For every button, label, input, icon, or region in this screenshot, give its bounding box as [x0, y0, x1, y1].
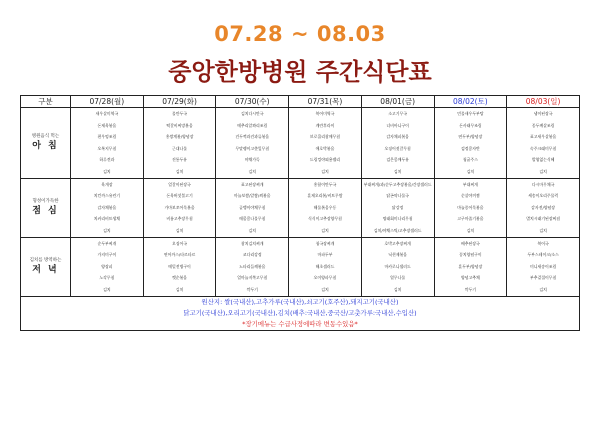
menu-item: 닭강정	[392, 204, 404, 210]
menu-item: 김치	[539, 227, 547, 233]
menu-item: 명태회미나리무침	[382, 216, 413, 222]
meal-subtitle: 병원음식 먹는	[31, 133, 60, 139]
menu-cell-mon	[71, 178, 144, 237]
menu-item: 메밀전병구이	[168, 263, 191, 269]
day-header-fri: 08/01(금)	[361, 96, 434, 108]
footer-cell	[21, 296, 580, 330]
menu-item: 홍합이만두국	[313, 181, 337, 187]
meal-subtitle: 형성이가득한	[32, 198, 59, 204]
weekly-menu-table	[20, 95, 580, 331]
meal-name: 저 녁	[32, 264, 59, 275]
menu-item: 비름고추장무침	[166, 216, 193, 222]
day-header-sat: 08/02(토)	[434, 96, 507, 108]
day-header-mon: 07/28(월)	[71, 96, 144, 108]
day-header-tue: 07/29(화)	[143, 96, 216, 108]
menu-cell-sun	[507, 108, 580, 179]
menu-item: 연어까스/타르타르	[163, 252, 196, 258]
header-row	[21, 96, 580, 108]
menu-item: 열무나물	[390, 275, 406, 281]
menu-item: 마카로니샐러드	[384, 263, 411, 269]
meal-subtitle: 김치를 방역하는	[29, 257, 62, 263]
menu-item: 닭곤약나물국	[386, 193, 409, 199]
menu-cell-mon	[71, 108, 144, 179]
menu-item: 김치/야채스틱/고추장샐러드	[373, 227, 422, 233]
menu-cell-wed	[216, 237, 289, 296]
meal-label	[21, 108, 71, 179]
menu-item: 김치	[103, 227, 111, 233]
menu-item: 부추겉절이무침	[529, 275, 557, 281]
menu-item: 돈육버섯불고기	[166, 193, 193, 199]
menu-item: 미니새송이조림	[529, 263, 557, 269]
meal-name: 점 심	[32, 205, 59, 216]
menu-cell-sat	[434, 108, 507, 179]
meal-label	[21, 178, 71, 237]
menu-item: 브로콜리참깨무침	[309, 134, 340, 140]
menu-item: 김치	[321, 168, 329, 174]
menu-item: 김치	[393, 168, 402, 174]
menu-cell-sat	[434, 178, 507, 237]
menu-item: 마파두부	[317, 252, 333, 258]
menu-item: 두부스테이크/소스	[527, 252, 559, 258]
menu-cell-fri	[361, 178, 434, 237]
footer-row	[21, 296, 580, 330]
menu-item: 발엽없는식혜	[531, 157, 555, 163]
meal-label	[21, 237, 71, 296]
menu-item: 김치	[175, 227, 184, 233]
menu-item: 치킨까스유린기	[93, 193, 120, 199]
menu-item: 김치	[248, 168, 257, 174]
menu-item: 가지미구이	[97, 252, 117, 258]
menu-item: 숙주크래미무침	[529, 145, 557, 151]
menu-item: 진통두유	[172, 157, 188, 163]
menu-item: 돈사태무조림	[459, 122, 482, 128]
menu-item: 호박고추장찌개	[384, 240, 411, 246]
menu-item: 순살야끼찜	[460, 193, 480, 199]
day-header-thu: 07/31(목)	[289, 96, 362, 108]
menu-item: 깍두기	[246, 286, 258, 292]
menu-item: 건두꺽과건과류볶음	[235, 134, 270, 140]
meal-name: 아 침	[32, 140, 59, 151]
menu-item: 꽁치양념구이	[459, 252, 482, 258]
meal-row-lunch	[21, 178, 580, 237]
menu-item: 김치다시만국	[240, 111, 264, 116]
menu-item: 세송이오리주물럭	[528, 193, 559, 199]
menu-change-notice: *장기메뉴는 수급사정에따라 변동수있음*	[242, 319, 358, 328]
origin-line-1: 원산지: 쌀(국내산),고추가루(국내산),쇠고기(호주산),돼지고기(국내산)	[201, 297, 399, 306]
menu-item: 노각무침	[99, 275, 115, 281]
menu-item: 육개장	[101, 181, 113, 187]
menu-item: 편우엉조림	[97, 134, 117, 140]
menu-item: 새우살미역국	[95, 111, 119, 116]
menu-item: 북어미역국	[315, 111, 335, 116]
menu-item: 김치	[321, 227, 329, 233]
menu-item: 양념고추채	[460, 275, 480, 281]
menu-item: 훈두부/양념장	[458, 263, 483, 269]
menu-item: 해물볶음우동	[313, 204, 337, 210]
menu-item: 북어국	[537, 240, 549, 246]
menu-item: 연두부/양념장	[458, 134, 483, 140]
meal-row-dinner	[21, 237, 580, 296]
menu-item: 부대찌개/과/순두고추장볶음/간장샐러드	[363, 181, 432, 187]
menu-item: 물만두국	[172, 111, 188, 116]
menu-item: 오복지무침	[97, 145, 117, 151]
day-header-wed: 07/30(수)	[216, 96, 289, 108]
menu-item: 돈제육볶음	[97, 122, 117, 128]
menu-cell-thu	[289, 237, 362, 296]
meal-row-breakfast	[21, 108, 580, 179]
menu-item: 야채가득	[244, 157, 260, 163]
menu-item: 닉쉰제볶음	[388, 252, 408, 258]
menu-item: 순두부찌개	[97, 240, 117, 246]
menu-item: 오이양파무침	[313, 275, 337, 281]
menu-item: 하루견과	[99, 157, 115, 163]
menu-item: 김치	[175, 168, 184, 174]
menu-item: 얼마늘지쪽고무침	[237, 275, 268, 281]
date-range: 07.28 ~ 08.03	[214, 22, 386, 46]
menu-item: 김치	[466, 168, 475, 174]
menu-item: 멸치시래기된장찌짐	[526, 216, 561, 222]
menu-item: 감자채피볶음	[386, 134, 409, 140]
menu-item: 김치	[466, 227, 475, 233]
menu-item: 김치	[539, 168, 547, 174]
menu-item: 코다리강정	[242, 252, 262, 258]
menu-item: 민물새우두부탕	[457, 111, 484, 116]
menu-item: 홍쌍계볶/양념장	[165, 134, 194, 140]
menu-item: 식식이고추장양무침	[308, 216, 342, 222]
menu-item: 깻순볶음	[172, 275, 188, 281]
menu-item: 배추된장국	[460, 240, 480, 246]
menu-item: 메추리알꽈리조림	[237, 122, 268, 128]
menu-item: 꽁두께살조림	[531, 122, 555, 128]
menu-cell-fri	[361, 237, 434, 296]
menu-item: 해초샐러드	[315, 263, 335, 269]
menu-item: 부대찌개	[462, 181, 478, 187]
menu-item: 마늘보쌈/알쌈/씌볶음	[234, 193, 271, 199]
menu-item: 마늘종어묵볶음	[457, 204, 484, 210]
menu-item: 치커리비트생채	[93, 216, 120, 222]
menu-item: 근대나물	[172, 145, 188, 151]
menu-item: 김치	[103, 286, 111, 292]
menu-item: 김치	[539, 286, 547, 292]
menu-cell-fri	[361, 108, 434, 179]
menu-item: 김치	[103, 168, 111, 174]
menu-item: 청귤주스	[462, 157, 478, 163]
menu-item: 매콤콩나물무침	[239, 216, 266, 222]
menu-cell-wed	[216, 108, 289, 179]
menu-item: 오징어국	[172, 240, 188, 246]
origin-line-2: 닭고기(국내산),오리고기(국내산),김치(배추:국내산,중국산/고춧가루:국내산,수입산)	[183, 308, 417, 317]
menu-item: 애호박볶음	[315, 145, 335, 151]
menu-cell-thu	[289, 178, 362, 237]
menu-item: 다시마무채국	[531, 181, 555, 187]
menu-cell-thu	[289, 108, 362, 179]
header-label: 구분	[21, 96, 71, 108]
menu-cell-tue	[143, 178, 216, 237]
menu-cell-sat	[434, 237, 507, 296]
menu-item: 청국장찌개	[315, 240, 335, 246]
menu-item: 얼갈이된장국	[168, 181, 191, 187]
menu-item: 김치	[248, 227, 257, 233]
menu-item: 소고기무국	[388, 111, 408, 116]
menu-cell-tue	[143, 237, 216, 296]
menu-item: 감자전/양념장	[531, 204, 556, 210]
menu-item: 깍두기	[464, 286, 476, 292]
menu-item: 계란후라이	[315, 122, 335, 128]
page-title: 중앙한방병원 주간식단표	[168, 58, 432, 86]
menu-item: 무말랭이고춧잎무침	[235, 145, 270, 151]
menu-cell-sun	[507, 178, 580, 237]
day-header-sun: 08/03(일)	[507, 96, 580, 108]
menu-cell-wed	[216, 178, 289, 237]
menu-cell-mon	[71, 237, 144, 296]
menu-cell-tue	[143, 108, 216, 179]
menu-item: 김치	[321, 286, 329, 292]
menu-item: 양장피	[101, 263, 113, 269]
menu-cell-sun	[507, 237, 580, 296]
menu-item: 표고새우살볶음	[529, 134, 557, 140]
menu-item: 감자채볶음	[97, 204, 117, 210]
menu-item: 검은콩깨두유	[386, 157, 409, 163]
menu-item: 훈제오리볶/비트무쌈	[307, 193, 343, 199]
menu-item: 골뱅이야채무침	[239, 204, 266, 210]
menu-item: 떡갈비찌망볶음	[166, 122, 193, 128]
menu-item: 드링킹야외용젤리	[309, 157, 340, 163]
menu-item: 오징어젓갈무침	[384, 145, 411, 151]
menu-item: 김치	[393, 286, 402, 292]
menu-item: 느타리들깨볶음	[239, 263, 266, 269]
menu-item: 김치	[175, 286, 184, 292]
menu-item: 가마보꼬어묵볶음	[164, 204, 195, 210]
menu-item: 표고된장찌개	[240, 181, 264, 187]
menu-item: 너비아니구이	[386, 122, 409, 128]
menu-item: 냉이된장국	[533, 111, 553, 116]
menu-item: 참치김치찌개	[240, 240, 264, 246]
menu-item: 고구마줄기볶음	[457, 216, 484, 222]
menu-item: 검정콩자반	[460, 145, 480, 151]
